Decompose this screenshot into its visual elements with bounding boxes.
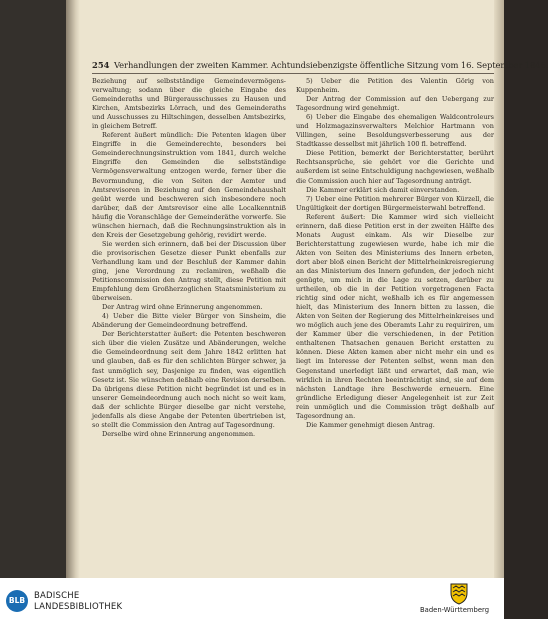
page-number: 254 [92,60,110,70]
page-edge [494,0,504,578]
right-column [296,77,494,430]
item-heading: 4) Ueber die Bitte vieler Bürger von Sinsheim, die Abänderung der Gemeindeordnung betreffend. [92,312,286,330]
library-name-line1: BADISCHE [34,591,80,601]
paragraph: Der Antrag wird ohne Erinnerung angenommen. [102,303,263,312]
blb-logo[interactable]: BLB [6,590,28,612]
paragraph: Beziehung auf selbstständige Gemeindevermögens-verwaltung; sodann über die gleiche Eingabe des Gemeinderaths und Bürgerausschusses zu Hausen und Kirchen, Amtsbezirks Lörrach, und des Gemeinderaths und Ausschusses zu Hiltschingen, desselben Amtsbezirks, in gleichem Betreff. [92,77,286,131]
page-gutter [66,0,80,578]
paragraph: Diese Petition, bemerkt der Berichterstatter, berührt Rechtsansprüche, sie gehört vor die Gerichte und außerdem ist seine Entschuldigung nachgewiesen, weßhalb die Commission auch hier auf Tagesordnung anträgt. [296,149,494,185]
paragraph: Der Berichterstatter äußert: die Petenten beschweren sich über die vielen Zusätze und Abänderungen, welche die Gemeindeordnung seit dem Jahre 1842 erlitten hat und glauben, daß es für den schlichten Bürger schwer, ja fast unmöglich sey, Dasjenige zu finden, was eigentlich Gesetz ist. Sie wünschen deßhalb eine Revision derselben. Da übrigens diese Petition nicht begründet ist und es in unserer Gemeindeordnung auch noch nicht so weit kam, daß der schlichte Bürger dieselbe gar nicht verstehe, jedenfalls als diese Angabe der Petenten übertrieben ist, so stellt die Commission den Antrag auf Tagesordnung. [92,330,286,429]
book-page [66,0,548,578]
left-column [92,77,286,439]
paragraph: Die Kammer erklärt sich damit einverstanden. [306,185,460,194]
item-heading: 7) Ueber eine Petition mehrerer Bürger von Kürzell, die Ungültigkeit der dortigen Bürgermeisterwahl betreffend. [296,194,494,212]
paragraph: Der Antrag der Commission auf den Uebergang zur Tagesordnung wird genehmigt. [296,95,494,113]
paragraph: Referent äußert: Die Kammer wird sich vielleicht erinnern, daß diese Petition erst in der zweiten Hälfte des Monats August einkam. Als wir Dieselbe zur Berichterstattung zugewiesen wurde, habe ich mir die Akten von Seiten des Ministeriums des Innern erbeten, dort aber bloß einen Bericht der Mittelrheinkreisregierung an das Ministerium des Innern gefunden, der jedoch nicht genügte, um mich in die Lage zu setzen, darüber zu urtheilen, ob die in der Petition vorgetragenen Facta richtig sind oder nicht, weßhalb ich es für angemessen hielt, das Ministerium des Innern bitten zu lassen, die Akten von Seiten der Regierung des Mittelrheinkreises und wo möglich auch jene des Oberamts Lahr zu requiriren, um der Kammer über die verschiedenen, in der Petition enthaltenen Thatsachen genauen Bericht erstatten zu können. Diese Akten kamen aber nicht mehr ein und es liegt im Interesse der Petenten selbst, wenn man den Gegenstand unerledigt läßt und erwartet, daß man, wie wirklich in ihren Rechten beeinträchtigt sind, sie auf dem nächsten Landtage ihre Beschwerde erneuern. Eine gründliche Erledigung dieser Angelegenheit ist zur Zeit rein unmöglich und die Commission trägt deßhalb auf Tagesordnung an. [296,212,494,420]
paragraph: Referent äußert mündlich: Die Petenten klagen über Eingriffe in die Gemeinderechte, besonders bei Gemeinderechnungsinstruktion vom 1841, durch welche Eingriffe den Gemeinden die selbstständige Vermögensverwaltung entzogen werde, ferner über die Bevormundung, die von Seiten der Aemter und Amtsrevisoren in Beziehung auf den Gemeindehaushalt geübt werde und beschweren sich insbesondere noch darüber, daß der Amtsrevisor eine alle Localkenntniß häufig die Voranschläge der Gemeinderäthe vorwerfe. Sie wünschen hiernach, daß die Rechnungsinstruktion als in den Kreis der Gesetzgebung gehörig, revidirt werde. [92,131,286,239]
footer-bar [0,578,504,619]
paragraph: Sie werden sich erinnern, daß bei der Discussion über die provisorischen Gesetze dieser Punkt ebenfalls zur Verhandlung kam und der Beschluß der Kammer dahin ging, jene Verordnung zu reclamiren, weßhalb die Petitionscommission den Antrag stellt, diese Petition mit Empfehlung dem Großherzoglichen Staatsministerium zu überweisen. [92,239,286,303]
running-header [92,60,548,72]
crest-icon [448,581,470,605]
state-label: Baden-Württemberg [420,606,490,614]
library-name-line2: LANDESBIBLIOTHEK [34,602,123,612]
item-heading: 5) Ueber die Petition des Valentin Görig von Kuppenheim. [296,77,494,95]
paragraph: Die Kammer genehmigt diesen Antrag. [306,420,435,429]
paragraph: Derselbe wird ohne Erinnerung angenommen. [102,429,256,438]
running-head-title: Verhandlungen der zweiten Kammer. Achtundsiebenzigste öffentliche Sitzung vom 16. September 1846. [114,60,548,70]
header-rule [92,73,494,74]
item-heading: 6) Ueber die Eingabe des ehemaligen Waldcontroleurs und Holzmagazinsverwalters Melchior Hartmann von Villingen, seine Besoldungsverbesserung aus der Stadtkasse desselbst mit jährlich 100 fl. betreffend. [296,113,494,149]
